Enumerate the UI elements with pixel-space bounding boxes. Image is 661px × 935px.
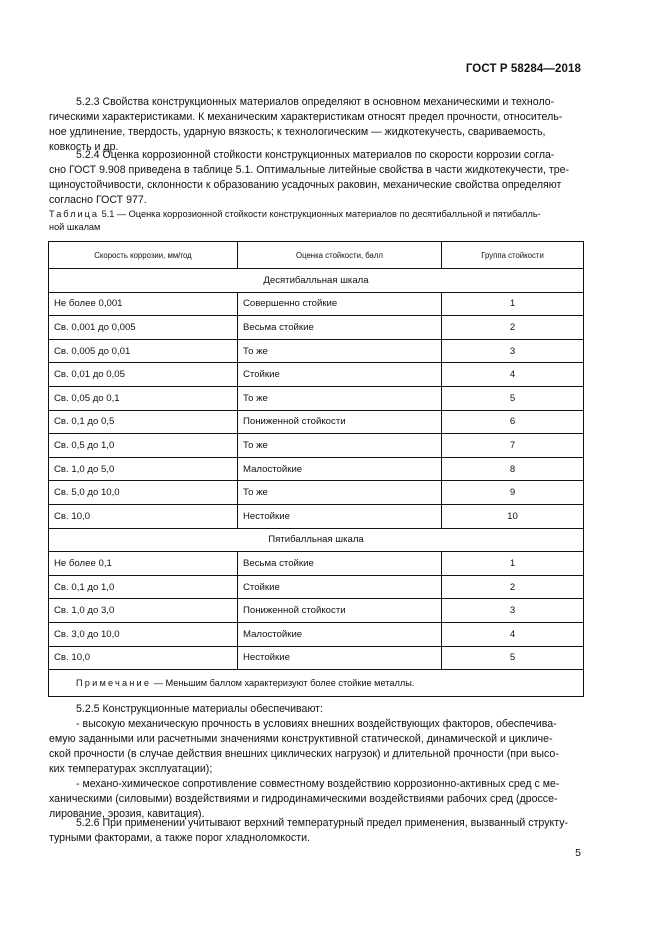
table-row	[49, 363, 584, 387]
paragraph-line: гическими характеристиками. К механическим характеристикам относят предел прочности, относитель-	[49, 111, 563, 123]
cell-corrosion-rate: Не более 0,001	[49, 292, 238, 316]
cell-corrosion-rate: Св. 0,5 до 1,0	[49, 434, 238, 458]
cell-resistance-score: Весьма стойкие	[238, 552, 442, 576]
cell-resistance-score: Пониженной стойкости	[238, 410, 442, 434]
table-section-title: Пятибалльная шкала	[49, 528, 584, 552]
table-note	[49, 670, 584, 697]
cell-corrosion-rate: Св. 0,005 до 0,01	[49, 339, 238, 363]
cell-corrosion-rate: Св. 5,0 до 10,0	[49, 481, 238, 505]
cell-resistance-score: Малостойкие	[238, 622, 442, 646]
cell-resistance-group: 6	[442, 410, 584, 434]
cell-resistance-group: 1	[442, 292, 584, 316]
table-row	[49, 386, 584, 410]
cell-corrosion-rate: Св. 1,0 до 3,0	[49, 599, 238, 623]
cell-resistance-group: 4	[442, 363, 584, 387]
cell-resistance-score: То же	[238, 386, 442, 410]
table-row	[49, 599, 584, 623]
paragraph-line: лирование, эрозия, кавитация).	[49, 808, 205, 820]
cell-resistance-score: Стойкие	[238, 575, 442, 599]
paragraph-line: ской прочности (в случае действия внешних циклических нагрузок) и длительной прочности (при высо-	[49, 748, 559, 760]
cell-resistance-score: Нестойкие	[238, 504, 442, 528]
paragraph-5-2-3	[49, 95, 583, 155]
table-row	[49, 316, 584, 340]
table-row	[49, 410, 584, 434]
cell-resistance-group: 5	[442, 386, 584, 410]
cell-resistance-score: То же	[238, 434, 442, 458]
page-number: 5	[575, 847, 581, 859]
cell-resistance-group: 3	[442, 599, 584, 623]
cell-resistance-score: Малостойкие	[238, 457, 442, 481]
cell-resistance-group: 1	[442, 552, 584, 576]
document-code: ГОСТ Р 58284—2018	[465, 63, 581, 75]
cell-corrosion-rate: Св. 1,0 до 5,0	[49, 457, 238, 481]
paragraph-line: сно ГОСТ 9.908 приведена в таблице 5.1. Оптимальные литейные свойства в части жидкотекучести, тре-	[49, 164, 570, 176]
cell-resistance-score: То же	[238, 339, 442, 363]
paragraph-line: ханическими (силовыми) воздействиями и гидродинамическими воздействиями рабочих сред (дроссе-	[49, 793, 558, 805]
note-label: Примечание	[76, 678, 152, 689]
table-caption-text-2: ной шкалам	[49, 221, 101, 232]
cell-corrosion-rate: Св. 3,0 до 10,0	[49, 622, 238, 646]
paragraph-line: согласно ГОСТ 977.	[49, 194, 147, 206]
cell-resistance-group: 3	[442, 339, 584, 363]
paragraph-5-2-6	[49, 816, 583, 846]
table-section-title: Десятибалльная шкала	[49, 269, 584, 293]
paragraph-line: 5.2.6 При применении учитывают верхний температурный предел применения, вызванный структу-	[76, 817, 569, 829]
paragraph-line: - высокую механическую прочность в условиях внешних воздействующих факторов, обеспечива-	[76, 718, 557, 730]
cell-corrosion-rate: Св. 0,01 до 0,05	[49, 363, 238, 387]
cell-resistance-score: Стойкие	[238, 363, 442, 387]
cell-resistance-group: 7	[442, 434, 584, 458]
header-score: Оценка стойкости, балл	[238, 242, 442, 269]
table-row	[49, 552, 584, 576]
paragraph-line: - механо-химическое сопротивление совместному воздействию коррозионно-активных сред с ме-	[76, 778, 560, 790]
table-caption-text-1: 5.1 — Оценка коррозионной стойкости конструкционных материалов по десятибалльной и пятибалль-	[99, 209, 541, 219]
cell-corrosion-rate: Не более 0,1	[49, 552, 238, 576]
note-text: — Меньшим баллом характеризуют более стойкие металлы.	[151, 678, 415, 689]
header-group: Группа стойкости	[442, 242, 584, 269]
table-header-row	[49, 242, 584, 269]
paragraph-line: ковкость и др.	[49, 141, 119, 153]
table-row	[49, 457, 584, 481]
paragraph-5-2-4	[49, 148, 583, 208]
paragraph-line: турными факторами, а также порог хладноломкости.	[49, 832, 310, 844]
cell-resistance-group: 2	[442, 316, 584, 340]
cell-resistance-score: То же	[238, 481, 442, 505]
table-caption	[49, 208, 583, 233]
cell-corrosion-rate: Св. 0,1 до 0,5	[49, 410, 238, 434]
paragraph-line: 5.2.5 Конструкционные материалы обеспечивают:	[76, 703, 323, 715]
table-row	[49, 292, 584, 316]
table-row	[49, 434, 584, 458]
header-rate: Скорость коррозии, мм/год	[49, 242, 238, 269]
corrosion-table	[48, 241, 584, 697]
cell-resistance-score: Пониженной стойкости	[238, 599, 442, 623]
cell-corrosion-rate: Св. 0,1 до 1,0	[49, 575, 238, 599]
cell-corrosion-rate: Св. 0,05 до 0,1	[49, 386, 238, 410]
table-note-row	[49, 670, 584, 697]
paragraph-5-2-5	[49, 702, 583, 822]
cell-resistance-group: 9	[442, 481, 584, 505]
paragraph-line: 5.2.4 Оценка коррозионной стойкости конструкционных материалов по скорости коррозии согла-	[76, 149, 555, 161]
table-caption-label: Таблица	[49, 209, 100, 219]
cell-corrosion-rate: Св. 0,001 до 0,005	[49, 316, 238, 340]
cell-resistance-score: Весьма стойкие	[238, 316, 442, 340]
table-row	[49, 575, 584, 599]
paragraph-line: 5.2.3 Свойства конструкционных материалов определяют в основном механическими и техноло-	[76, 96, 555, 108]
cell-corrosion-rate: Св. 10,0	[49, 504, 238, 528]
table-row	[49, 622, 584, 646]
paragraph-line: ное удлинение, твердость, ударную вязкость; к технологическим — жидкотекучесть, свариваемость,	[49, 126, 546, 138]
paragraph-line: ких температурах эксплуатации);	[49, 763, 213, 775]
table-row	[49, 481, 584, 505]
cell-resistance-group: 2	[442, 575, 584, 599]
cell-resistance-score: Совершенно стойкие	[238, 292, 442, 316]
cell-resistance-score: Нестойкие	[238, 646, 442, 670]
table-row	[49, 646, 584, 670]
section-five-point	[49, 528, 584, 552]
section-ten-point	[49, 269, 584, 293]
table-row	[49, 339, 584, 363]
cell-resistance-group: 5	[442, 646, 584, 670]
cell-corrosion-rate: Св. 10,0	[49, 646, 238, 670]
cell-resistance-group: 10	[442, 504, 584, 528]
paragraph-line: щиноустойчивости, склонности к образованию усадочных раковин, механические свойства определяют	[49, 179, 562, 191]
cell-resistance-group: 8	[442, 457, 584, 481]
table-row	[49, 504, 584, 528]
paragraph-line: емую заданными или расчетными значениями конструктивной статической, динамической и цикличе-	[49, 733, 553, 745]
cell-resistance-group: 4	[442, 622, 584, 646]
